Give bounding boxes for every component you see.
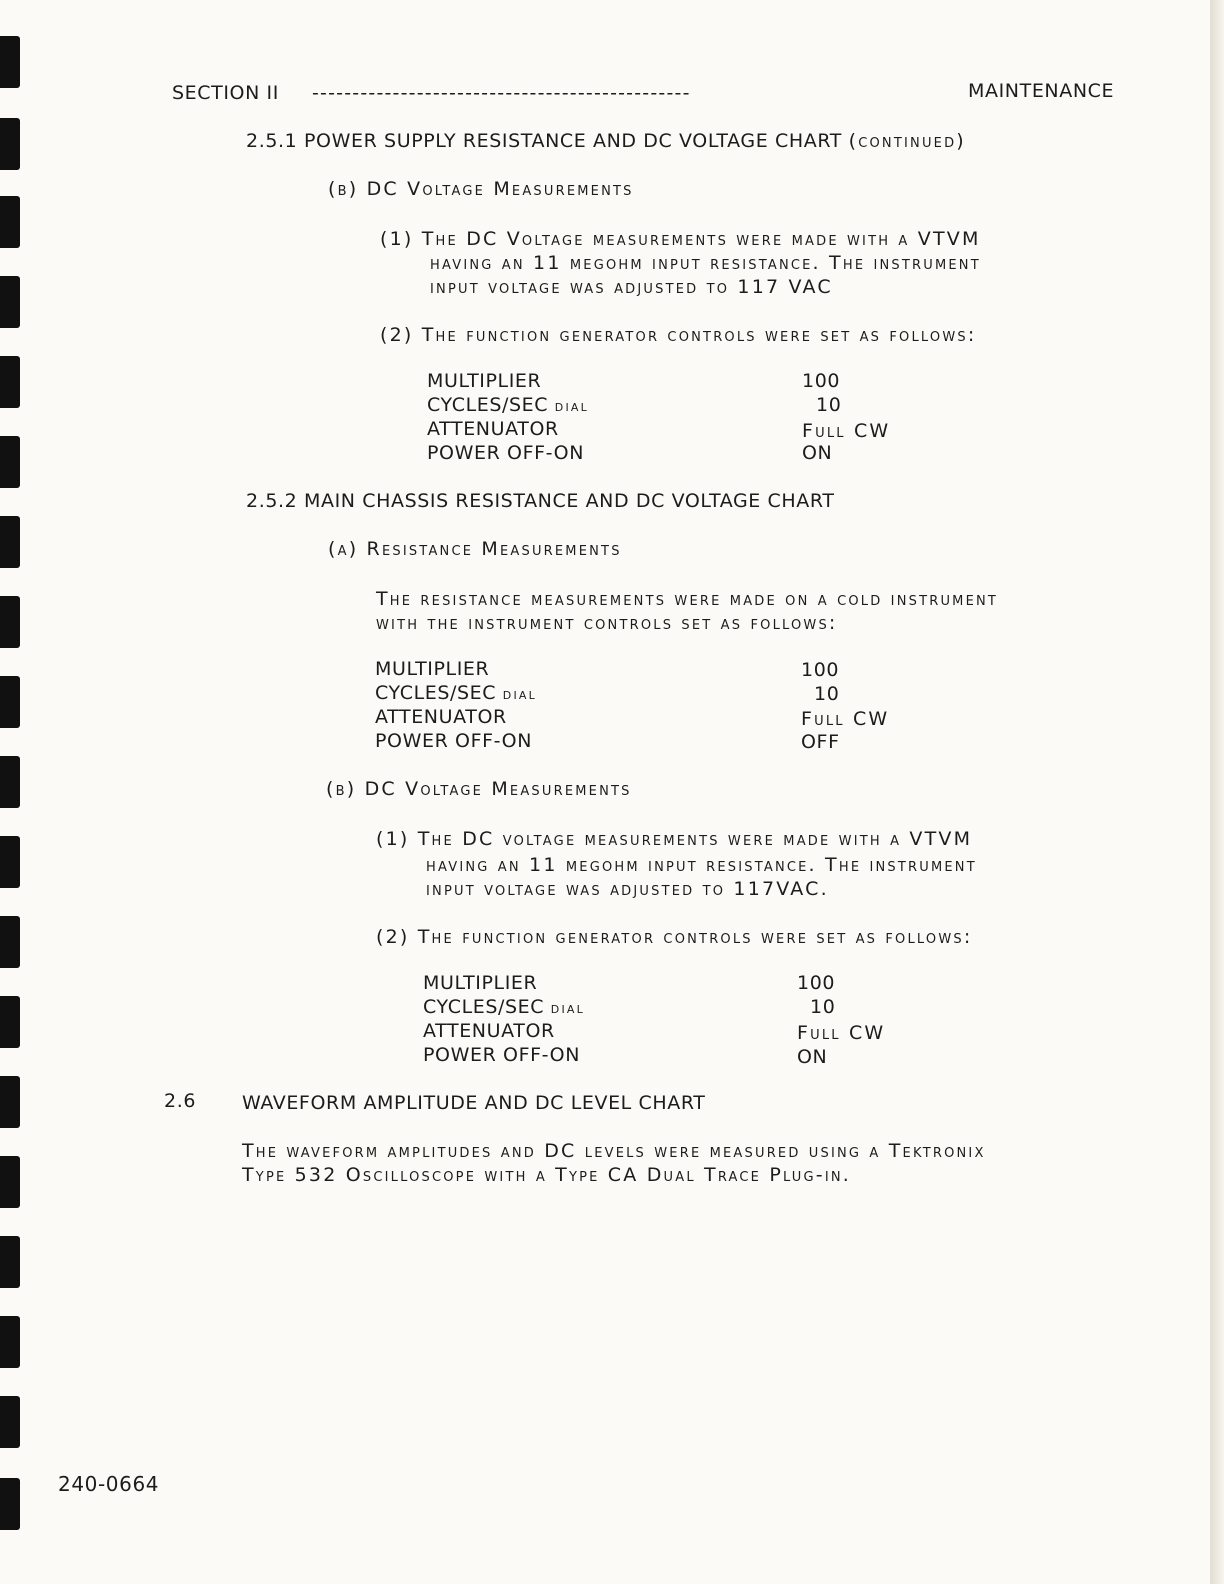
binding-hole [0,676,20,728]
binding-hole [0,836,20,888]
document-number: 240-0664 [58,1472,160,1496]
setting-name: CYCLES/SEC dial [427,394,589,416]
setting-name: MULTIPLIER [423,972,538,994]
binding-hole [0,596,20,648]
setting-value: 10 [816,394,842,416]
setting-value: Full CW [801,708,890,730]
section-label: SECTION II [172,82,279,104]
section-2-5-1-title [246,130,966,152]
setting-value: Full CW [797,1022,886,1044]
paragraph-line: input voltage was adjusted to 117VAC. [426,878,829,900]
binding-hole [0,756,20,808]
binding-hole [0,1236,20,1288]
paragraph-line: The resistance measurements were made on a cold instrument [376,588,999,610]
setting-value: 10 [814,683,840,705]
binding-hole [0,1396,20,1448]
paragraph-line: input voltage was adjusted to 117 VAC [430,276,833,298]
setting-name: MULTIPLIER [375,658,490,680]
setting-value: 10 [810,996,836,1018]
header-rule: ----------------------------------------------- [312,82,691,104]
section-2-5-2-title: 2.5.2 MAIN CHASSIS RESISTANCE AND DC VOLTAGE CHART [246,490,835,512]
setting-value: ON [802,442,833,464]
setting-name: ATTENUATOR [423,1020,555,1042]
setting-name: POWER OFF-ON [427,442,585,464]
section-2-6-title: WAVEFORM AMPLITUDE AND DC LEVEL CHART [242,1092,706,1114]
setting-name: POWER OFF-ON [423,1044,581,1066]
binding-hole [0,916,20,968]
binding-hole [0,1316,20,1368]
paragraph-line: having an 11 megohm input resistance. The instrument [426,854,977,876]
paragraph-line: (2) The function generator controls were set as follows: [380,324,977,346]
setting-value: 100 [802,370,841,392]
page-edge [1210,0,1224,1584]
binding-hole [0,436,20,488]
paragraph-line: (1) The DC Voltage measurements were made with a VTVM [380,228,981,250]
binding-hole [0,276,20,328]
subsection-b-heading: (b) DC Voltage Measurements [328,178,634,200]
section-2-6-number: 2.6 [164,1090,197,1112]
setting-value: 100 [801,659,840,681]
binding-hole [0,118,20,170]
binding-holes [0,0,30,1584]
binding-hole [0,996,20,1048]
section-title-text: 2.5.1 POWER SUPPLY RESISTANCE AND DC VOLTAGE CHART [246,130,842,152]
binding-hole [0,36,20,88]
paragraph-line: (2) The function generator controls were set as follows: [376,926,973,948]
binding-hole [0,1478,20,1530]
binding-hole [0,1156,20,1208]
setting-value: ON [797,1046,828,1068]
setting-value: 100 [797,972,836,994]
setting-value: OFF [801,731,840,753]
subsection-a-heading: (a) Resistance Measurements [328,538,622,560]
paragraph-line: with the instrument controls set as follows: [376,612,838,634]
setting-name: ATTENUATOR [427,418,559,440]
setting-value: Full CW [802,420,891,442]
paragraph-line: (1) The DC voltage measurements were made with a VTVM [376,828,973,850]
setting-name: POWER OFF-ON [375,730,533,752]
continued-note: (continued) [848,130,966,152]
setting-name: MULTIPLIER [427,370,542,392]
paragraph-line: Type 532 Oscilloscope with a Type CA Dual Trace Plug-in. [242,1164,852,1186]
binding-hole [0,1076,20,1128]
setting-name: ATTENUATOR [375,706,507,728]
setting-name: CYCLES/SEC dial [375,682,537,704]
subsection-b-heading: (b) DC Voltage Measurements [326,778,632,800]
binding-hole [0,516,20,568]
paragraph-line: The waveform amplitudes and DC levels were measured using a Tektronix [242,1140,986,1162]
binding-hole [0,356,20,408]
paragraph-line: having an 11 megohm input resistance. The instrument [430,252,981,274]
binding-hole [0,196,20,248]
chapter-title: MAINTENANCE [968,80,1115,102]
setting-name: CYCLES/SEC dial [423,996,585,1018]
